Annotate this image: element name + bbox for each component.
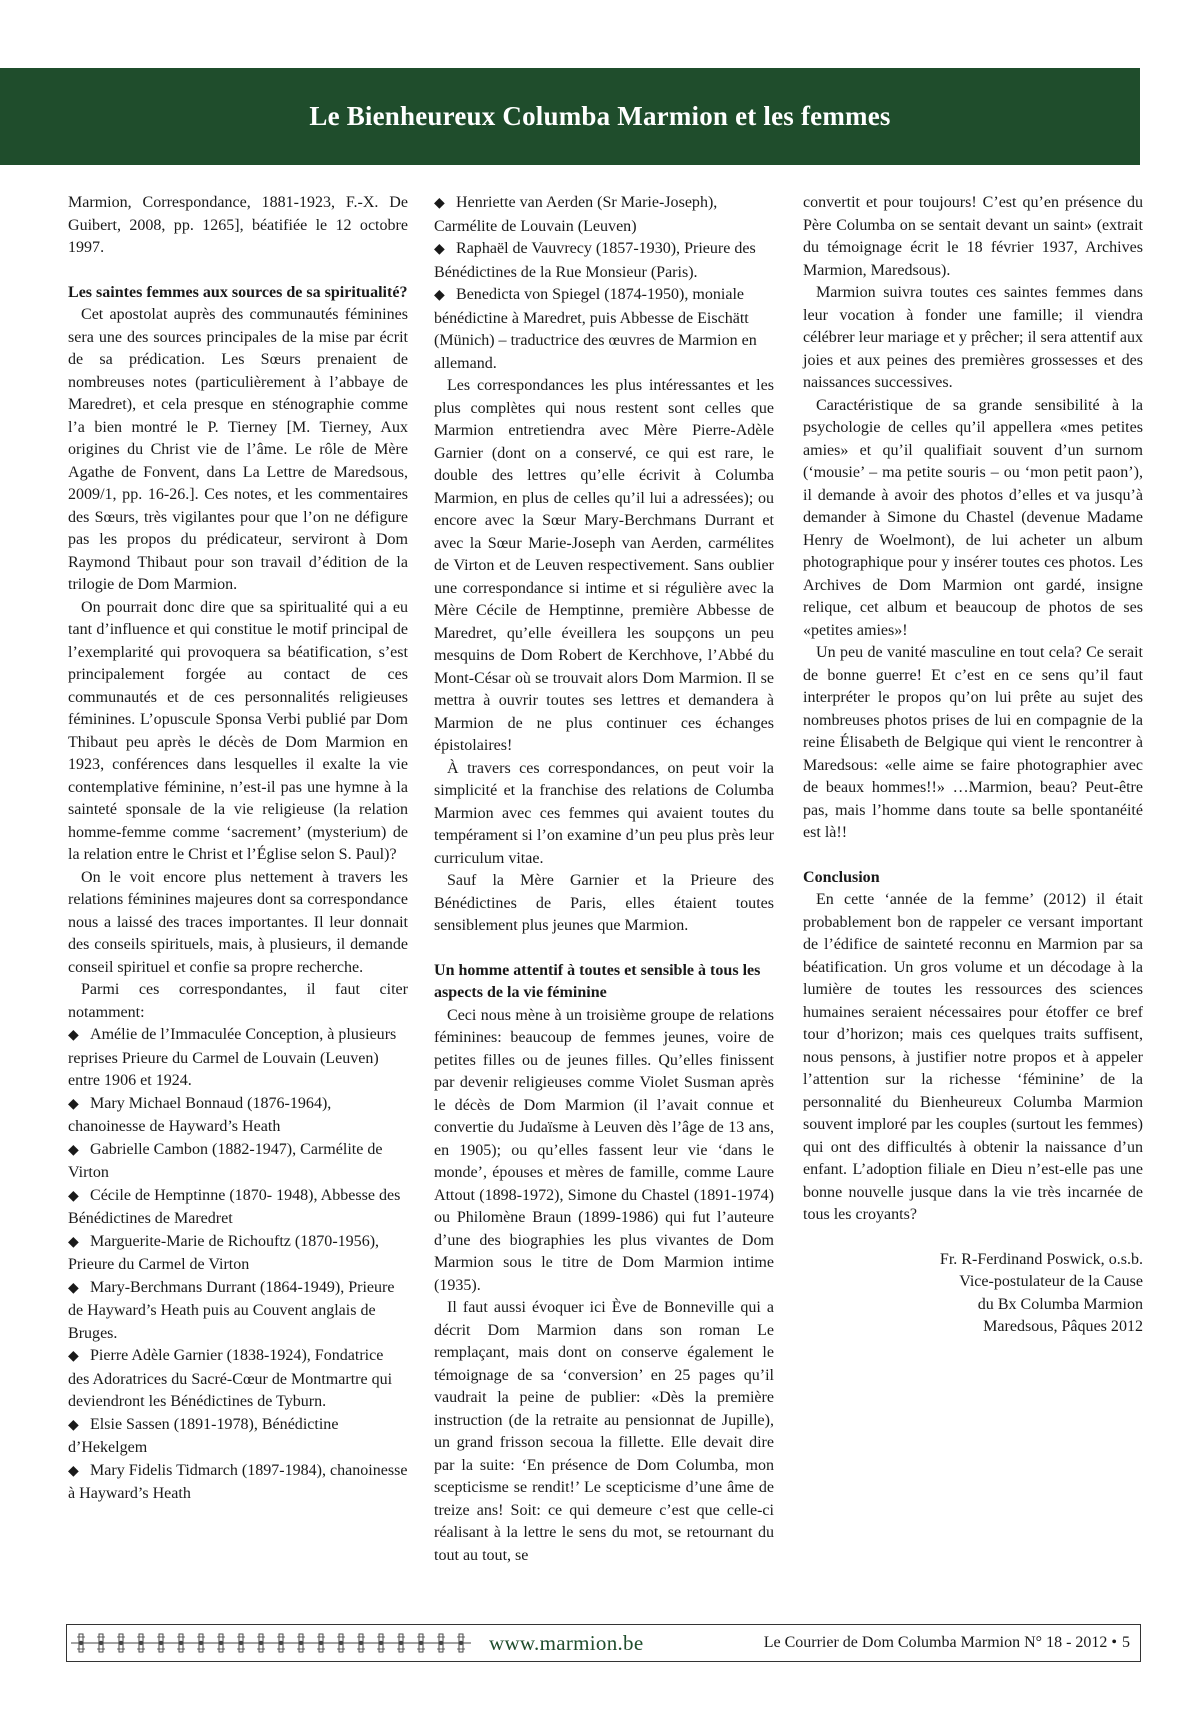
list-item: ◆ Mary Michael Bonnaud (1876-1964), chanoinesse de Hayward’s Heath (68, 1094, 332, 1135)
section-heading: Les saintes femmes aux sources de sa spiritualité? (68, 283, 408, 301)
list-item: ◆ Raphaël de Vauvrecy (1857-1930), Prieure des Bénédictines de la Rue Monsieur (Paris). (434, 240, 756, 281)
diamond-bullet-icon: ◆ (68, 1280, 79, 1296)
paragraph: Parmi ces correspondantes, il faut citer notamment: (68, 981, 408, 1021)
list-item: ◆ Pierre Adèle Garnier (1838-1924), Fondatrice des Adoratrices du Sacré-Cœur de Montmartre qui deviendront les Bénédictines de Tyburn. (68, 1347, 393, 1410)
paragraph: Marmion suivra toutes ces saintes femmes dans leur vocation à fonder une famille; il viendra célébrer leur mariage et y prêcher; il sera attentif aux joies et aux peines des premières grossesses et des naissances successives. (803, 284, 1143, 391)
list-item: ◆ Mary-Berchmans Durrant (1864-1949), Prieure de Hayward’s Heath puis au Couvent anglais de Bruges. (68, 1278, 395, 1342)
diamond-bullet-icon: ◆ (68, 1463, 79, 1479)
paragraph: Sauf la Mère Garnier et la Prieure des Bénédictines de Paris, elles étaient toutes sensiblement plus jeunes que Marmion. (434, 872, 774, 934)
paragraph: Il faut aussi évoquer ici Ève de Bonneville qui a décrit Dom Marmion dans son roman Le remplaçant, mais dont on conserve également le témoignage de sa ‘conversion’ en 25 pages qu’il vaudrait la peine de publier: «Dès la première instruction (de la retraite au pensionnat de Jupille), un grand frisson secoua la fillette. Elle devait dire par la suite: ‘En présence de Dom Columba, mon scepticisme se rendit!’ Le scepticisme d’une âme de treize ans! Soit: ce qui demeure c’est que celle-ci réalisant à la lettre le sens du mot, se retournant du tout au tout, se (434, 1299, 774, 1564)
diamond-bullet-icon: ◆ (68, 1188, 79, 1204)
diamond-bullet-icon: ◆ (68, 1234, 79, 1250)
diamond-bullet-icon: ◆ (68, 1028, 79, 1043)
paragraph: Cet apostolat auprès des communautés féminines sera une des sources principales de la mise par écrit de sa prédication. Les Sœurs prenaient de nombreuses notes (particulièrement à l’abbaye de Maredret), et cela presque en sténographie comme l’a bien montré le P. Tierney [M. Tierney, Aux origines du Christ vie de l’âme. Le rôle de Mère Agathe de Fonvent, dans La Lettre de Maredsous, 2009/1, pp. 16-26.]. Ces notes, et les commentaires des Sœurs, très vigilantes pour que l’on ne défigure pas les propos du prédicateur, serviront à Dom Raymond Thibaut pour son travail d’édition de la trilogie de Dom Marmion. (68, 306, 408, 593)
paragraph: convertit et pour toujours! C’est qu’en présence du Père Columba on se sentait devant un saint» (extrait du témoignage écrit le 18 février 1937, Archives Marmion, Maredsous). (803, 194, 1143, 279)
list-item: ◆ Henriette van Aerden (Sr Marie-Joseph), Carmélite de Louvain (Leuven) (434, 194, 718, 235)
section-heading: Un homme attentif à toutes et sensible à tous les aspects de la vie féminine (434, 961, 761, 1001)
paragraph: Les correspondances les plus intéressantes et les plus complètes qui nous restent sont celles que Marmion entretiendra avec Mère Pierre-Adèle Garnier (dont on a conservé, ce qui est rare, le double des lettres qu’elle écrivit à Columba Marmion, en plus de celles qu’il lui a adressées); ou encore avec la Sœur Mary-Berchmans Durrant et avec la Sœur Marie-Joseph van Aerden, carmélites de Virton et de Leuven respectivement. Sans oublier une correspondance si intime et si régulière avec la Mère Cécile de Hemptinne, première Abbesse de Maredret, qu’elle éveillera les soupçons un peu mesquins de Dom Robert de Kerchhove, l’Abbé du Mont-César où se trouvait alors Dom Marmion. Il se mettra à ouvrir toutes ses lettres et demandera à Marmion de ne plus continuer ces échanges épistolaires! (434, 377, 774, 754)
title-banner (0, 68, 1140, 165)
diamond-bullet-icon: ◆ (434, 288, 445, 303)
issue-info: Le Courrier de Dom Columba Marmion N° 18 - 2012 • 5 (763, 1634, 1130, 1651)
list-item: ◆ Elsie Sassen (1891-1978), Bénédictine d’Hekelgem (68, 1415, 339, 1456)
page-number: 5 (1122, 1634, 1130, 1651)
list-item: ◆ Mary Fidelis Tidmarch (1897-1984), chanoinesse à Hayward’s Heath (68, 1461, 408, 1502)
list-item: ◆ Gabrielle Cambon (1882-1947), Carmélite de Virton (68, 1140, 383, 1181)
paragraph: On pourrait donc dire que sa spiritualité qui a eu tant d’influence et qui constitue le motif principal de l’exemplarité qui provoquera sa béatification, s’est principalement forgée au contact de ces communautés et de ces personnalités religieuses féminines. L’opuscule Sponsa Verbi publié par Dom Thibaut peu après le décès de Dom Marmion en 1923, conférences dans lesquelles il exalte la vie contemplative féminine, n’est-il pas une hymne à la sainteté sponsale de la vie religieuse (la relation homme-femme comme ‘sacrement’ (mysterium) de la relation entre le Christ et l’Église selon S. Paul)? (68, 598, 408, 863)
page-footer (66, 1624, 1141, 1662)
signature-block (803, 1249, 1143, 1339)
diamond-bullet-icon: ◆ (68, 1142, 79, 1158)
section-heading: Conclusion (803, 868, 880, 886)
diamond-bullet-icon: ◆ (434, 196, 445, 211)
list-item: ◆ Cécile de Hemptinne (1870- 1948), Abbesse des Bénédictines de Maredret (68, 1186, 401, 1227)
column-3 (803, 192, 1143, 1339)
list-item: ◆ Marguerite-Marie de Richouftz (1870-1956), Prieure du Carmel de Virton (68, 1232, 380, 1273)
website-link[interactable]: www.marmion.be (489, 1630, 644, 1655)
paragraph: En cette ‘année de la femme’ (2012) il était probablement bon de rappeler ce versant important de l’édifice de sainteté reconnu en Marmion par sa béatification. Un gros volume et un décodage à la lumière de toutes les ressources des sciences humaines seraient nécessaires pour étoffer ce bref tour d’horizon; mais ces quelques traits suffisent, nous pensons, à justifier notre propos et à appeler l’attention sur la richesse ‘féminine’ de la personnalité du Bienheureux Columba Marmion souvent imploré par les couples (surtout les femmes) qui ont des difficultés à obtenir la naissance d’un enfant. L’adoption filiale en Dieu n’est-elle pas une bonne nouvelle jusque dans la vie très incarnée de tous les croyants? (803, 891, 1143, 1223)
diamond-bullet-icon: ◆ (434, 242, 445, 257)
correspondents-list (68, 1024, 408, 1506)
paragraph: Un peu de vanité masculine en tout cela? Ce serait de bonne guerre! Et c’est en ce sens qu’il faut interpréter le propos qu’on lui prête au sujet des nombreuses photos prises de lui en compagnie de la reine Élisabeth de Belgique qui vient le rencontrer à Maredsous: «elle aime se faire photographier avec de beaux hommes!!» …Marmion, beau? Peut-être pas, mais l’homme dans toute sa belle spontanéité est là!! (803, 644, 1143, 841)
diamond-bullet-icon: ◆ (68, 1096, 79, 1112)
list-item: ◆ Benedicta von Spiegel (1874-1950), moniale bénédictine à Maredret, puis Abbesse de Eischätt (Münich) – traductrice des œuvres de Marmion en allemand. (434, 286, 757, 372)
paragraph: À travers ces correspondances, on peut voir la simplicité et la franchise des relations de Columba Marmion avec ces femmes qui avaient toutes du tempérament si l’on examine d’un peu plus près leur curriculum vitae. (434, 759, 774, 867)
paragraph: On le voit encore plus nettement à travers les relations féminines majeures dont sa correspondance nous a laissé des traces importantes. Il leur donnait des conseils spirituels, mais, à plusieurs, il demande conseil spirituel et confie sa propre recherche. (68, 868, 408, 976)
signature-line: du Bx Columba Marmion (977, 1295, 1143, 1313)
diamond-bullet-icon: ◆ (68, 1417, 79, 1433)
column-1 (68, 192, 408, 1506)
paragraph: Caractéristique de sa grande sensibilité à la psychologie de celles qu’il appellera «mes petites amies» et qu’il qualifiait souvent d’un surnom (‘mousie’ – ma petite souris – ou ‘mon petit paon’), il demande à avoir des photos d’elles et va jusqu’à demander à Simone du Chastel (devenue Madame Henry de Woelmont), de lui acheter un album photographique pour y insérer toutes ces photos. Les Archives de Dom Marmion ont gardé, insigne relique, cet album et beaucoup de photos de ses «petites amies»! (803, 396, 1143, 639)
paragraph: Ceci nous mène à un troisième groupe de relations féminines: beaucoup de femmes jeunes, voire de petites filles ou de jeunes filles. Qu’elles finissent par devenir religieuses comme Violet Susman après le décès de Dom Marmion (il l’avait connue et convertie du Judaïsme à Leuven dès l’âge de 13 ans, en 1905); ou qu’elles fassent leur vie ‘dans le monde’, épouses et mères de famille, comme Laure Attout (1898-1972), Simone du Chastel (1891-1974) ou Philomène Braun (1899-1986) qui fut l’auteure d’une des biographies les plus vivantes de Dom Marmion sous le titre de Dom Marmion intime (1935). (434, 1006, 774, 1294)
column-2 (434, 192, 774, 1567)
list-item: ◆ Amélie de l’Immaculée Conception, à plusieurs reprises Prieure du Carmel de Louvain (Leuven) entre 1906 et 1924. (68, 1026, 397, 1089)
correspondents-list-continued (434, 192, 774, 375)
diamond-bullet-icon: ◆ (68, 1349, 79, 1364)
page-title: Le Bienheureux Columba Marmion et les femmes (309, 101, 891, 131)
signature-line: Fr. R-Ferdinand Poswick, o.s.b. (939, 1250, 1143, 1268)
ornament-border-icon (71, 1632, 471, 1654)
signature-line: Maredsous, Pâques 2012 (983, 1318, 1143, 1335)
signature-line: Vice-postulateur de la Cause (959, 1273, 1143, 1290)
intro-paragraph: Marmion, Correspondance, 1881-1923, F.-X. De Guibert, 2008, pp. 1265], béatifiée le 12 octobre 1997. (68, 194, 408, 256)
